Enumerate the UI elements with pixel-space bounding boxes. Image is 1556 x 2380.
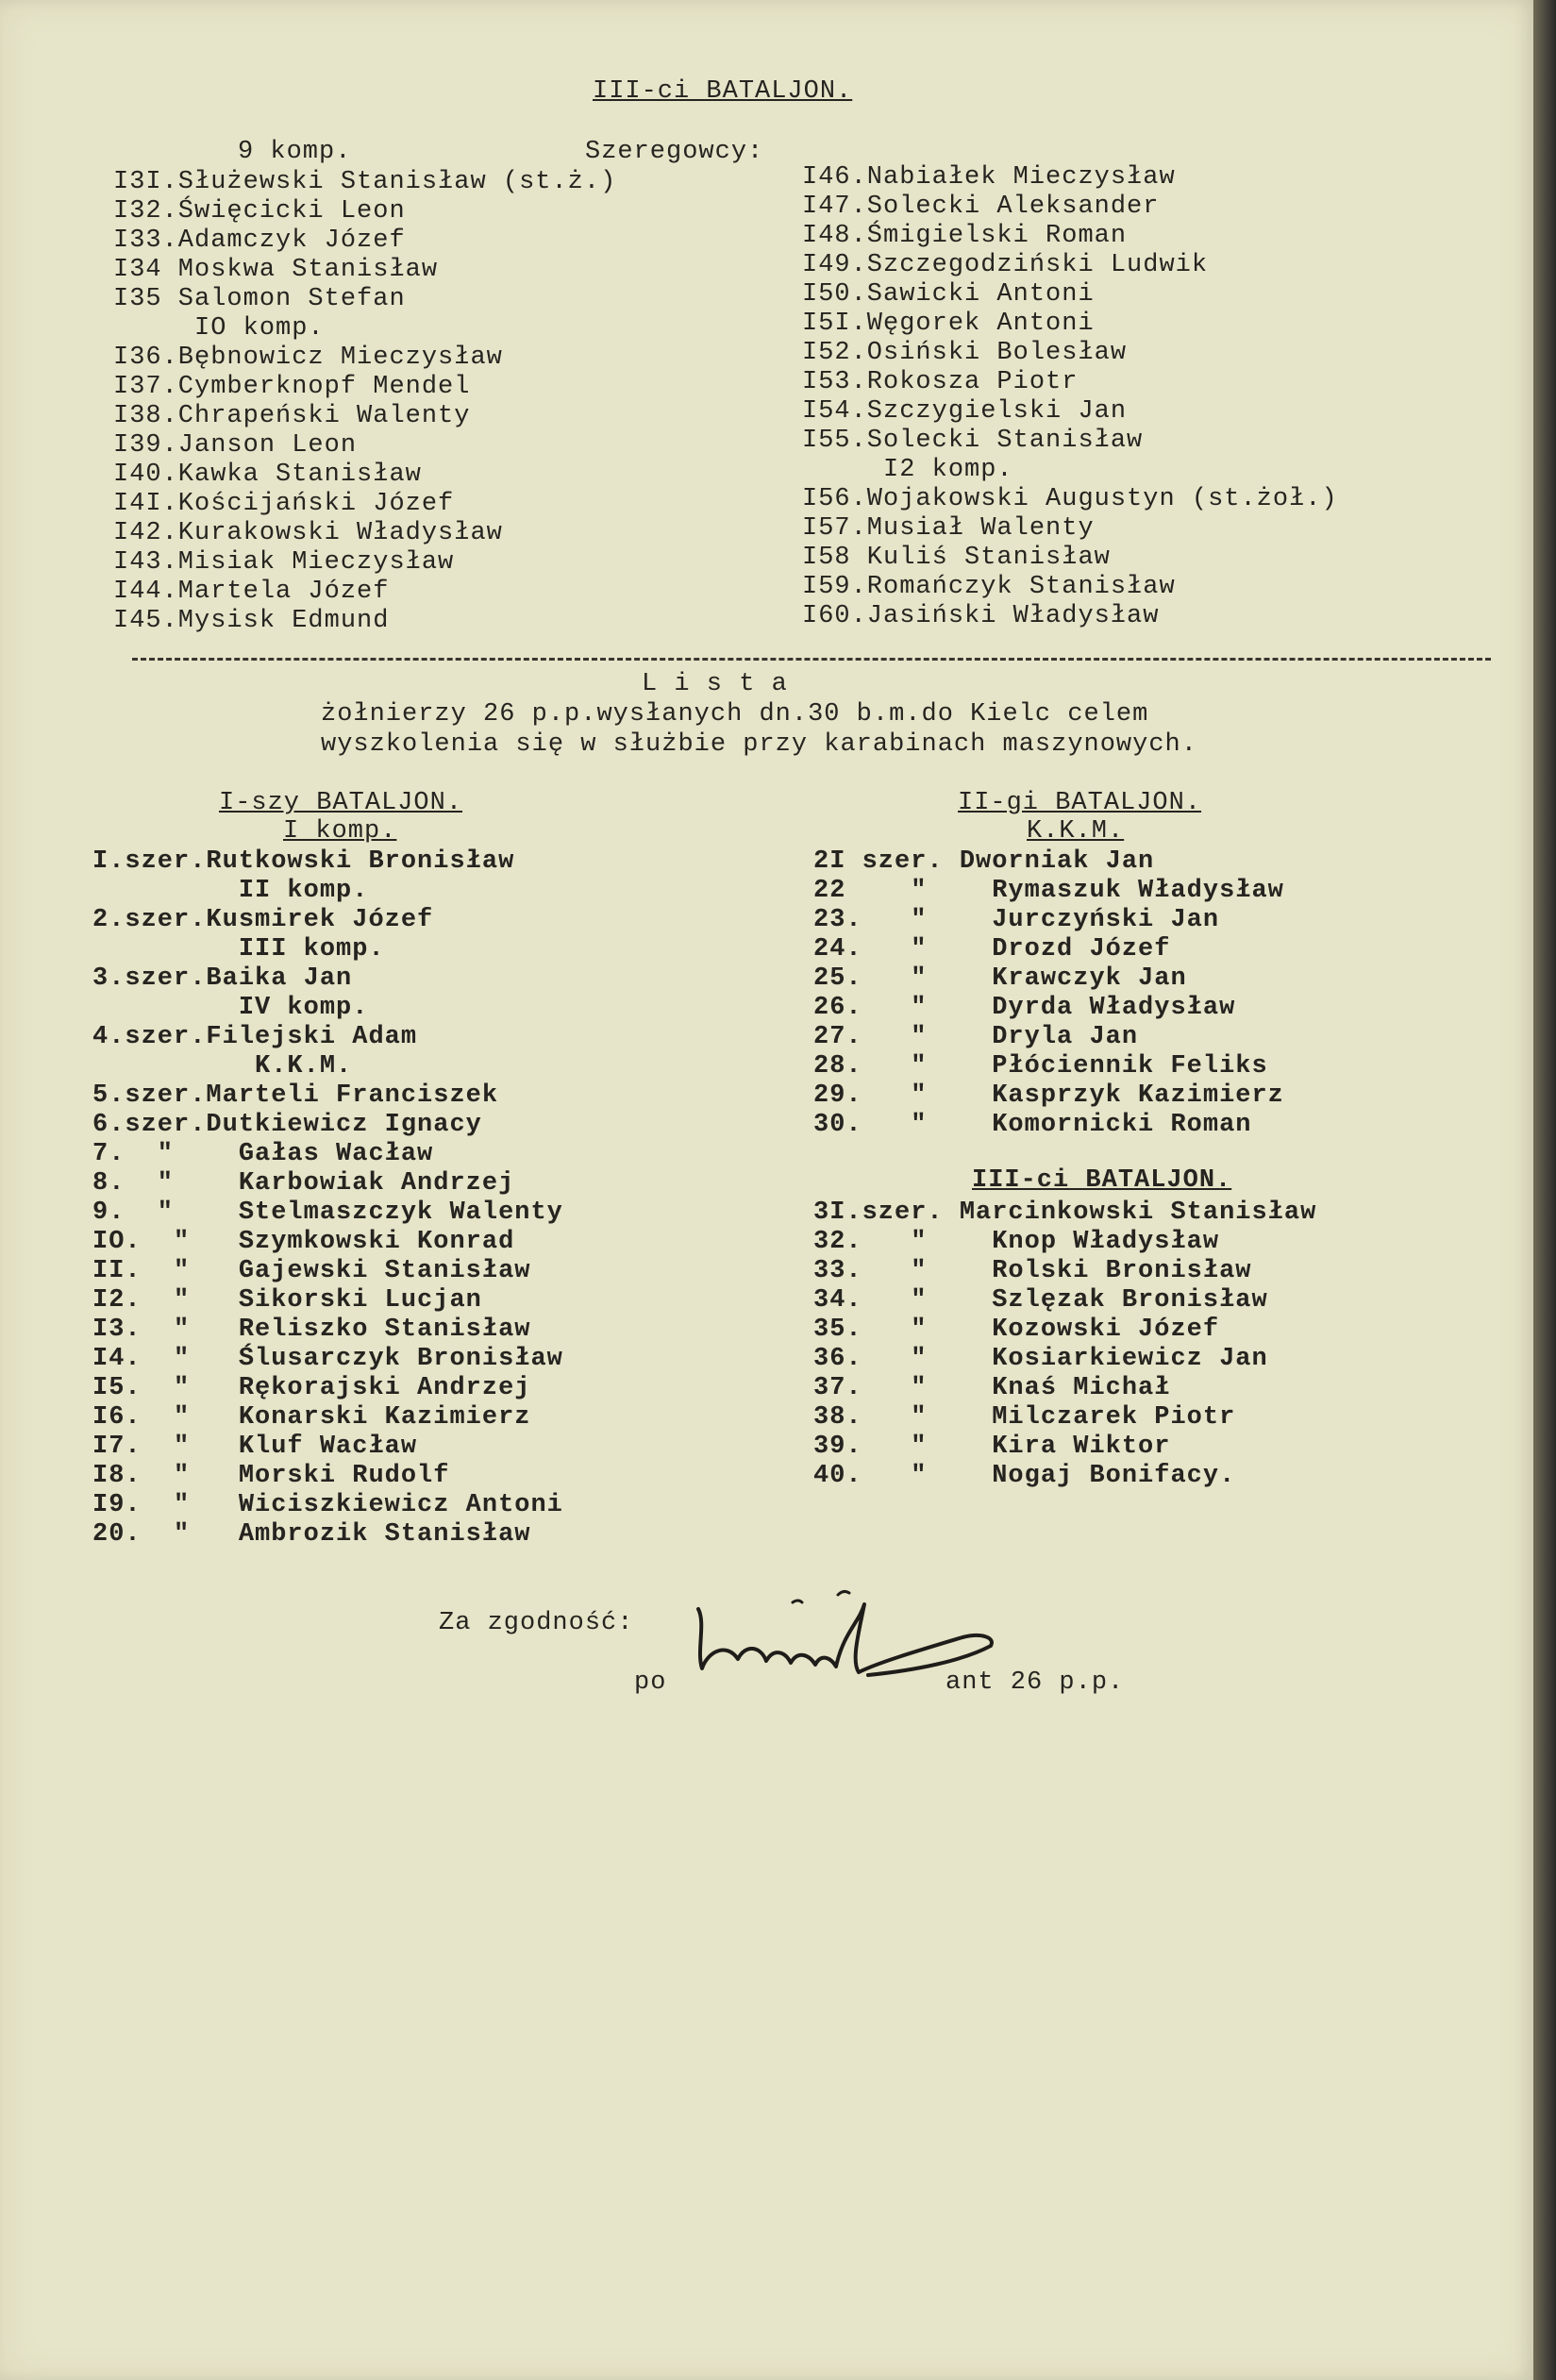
list-item: I58 Kuliś Stanisław [802, 544, 1111, 572]
list-item: 26. " Dyrda Władysław [813, 994, 1236, 1022]
position-prefix: po [634, 1668, 667, 1697]
list-item: 20. " Ambrozik Stanisław [92, 1520, 531, 1549]
list-item: IO komp. [113, 314, 325, 343]
list-item: 27. " Dryla Jan [813, 1023, 1139, 1051]
list-item: 5.szer.Marteli Franciszek [92, 1081, 499, 1110]
list-item: I7. " Kluf Wacław [92, 1433, 418, 1461]
list-item: II komp. [92, 877, 369, 905]
list-item: 8. " Karbowiak Andrzej [92, 1169, 515, 1198]
list-item: IV komp. [92, 994, 369, 1022]
list-item: 39. " Kira Wiktor [813, 1433, 1171, 1461]
list-item: I38.Chrapeński Walenty [113, 402, 471, 430]
battalion-1-heading: I-szy BATALJON. [219, 789, 463, 817]
list-item: I45.Mysisk Edmund [113, 607, 390, 635]
list-item: 4.szer.Filejski Adam [92, 1023, 418, 1051]
battalion-2-heading: II-gi BATALJON. [958, 789, 1202, 817]
list-item: II. " Gajewski Stanisław [92, 1257, 531, 1285]
list-item: I50.Sawicki Antoni [802, 280, 1095, 309]
list-item: 34. " Szlęzak Bronisław [813, 1286, 1268, 1315]
list-item: IO. " Szymkowski Konrad [92, 1228, 515, 1256]
privates-label: Szeregowcy: [585, 138, 764, 166]
list-item: I32.Święcicki Leon [113, 197, 406, 226]
list-item: 7. " Gałas Wacław [92, 1140, 434, 1168]
list-item: 22 " Rymaszuk Władysław [813, 877, 1284, 905]
battalion-3-heading: III-ci BATALJON. [972, 1166, 1232, 1195]
list-item: 23. " Jurczyński Jan [813, 906, 1220, 934]
list-item: I43.Misiak Mieczysław [113, 548, 455, 577]
list-item: I57.Musiał Walenty [802, 514, 1095, 543]
list-item: I55.Solecki Stanisław [802, 427, 1144, 455]
list-item: 29. " Kasprzyk Kazimierz [813, 1081, 1284, 1110]
section-heading-top: III-ci BATALJON. [593, 77, 853, 106]
list-item: 28. " Płóciennik Feliks [813, 1052, 1268, 1081]
list-item: I39.Janson Leon [113, 431, 358, 460]
list-item: I54.Szczygielski Jan [802, 397, 1128, 426]
list-item: I37.Cymberknopf Mendel [113, 373, 471, 401]
list-item: I53.Rokosza Piotr [802, 368, 1079, 396]
list-item: I59.Romańczyk Stanisław [802, 573, 1176, 601]
list-item: 37. " Knaś Michał [813, 1374, 1171, 1402]
list-item: 24. " Drozd Józef [813, 935, 1171, 964]
list-item: I60.Jasiński Władysław [802, 602, 1160, 630]
list-item: III komp. [92, 935, 385, 964]
list-item: I4I.Kościjański Józef [113, 490, 455, 518]
list-item: I48.Śmigielski Roman [802, 222, 1128, 250]
dashed-divider [132, 658, 1491, 661]
list-item: I56.Wojakowski Augustyn (st.żoł.) [802, 485, 1338, 513]
list-subtitle-line2: wyszkolenia się w służbie przy karabinach maszynowych. [321, 730, 1197, 759]
list-item: I2. " Sikorski Lucjan [92, 1286, 482, 1315]
list-item: I52.Osiński Bolesław [802, 339, 1128, 367]
company-label-9: 9 komp. [238, 138, 352, 166]
list-item: I35 Salomon Stefan [113, 285, 406, 313]
list-item: I49.Szczegodziński Ludwik [802, 251, 1209, 279]
list-item: 25. " Krawczyk Jan [813, 964, 1187, 993]
list-item: 30. " Komornicki Roman [813, 1111, 1252, 1139]
list-item: 32. " Knop Władysław [813, 1228, 1220, 1256]
page-edge [1533, 0, 1556, 2380]
list-item: 2I szer. Dworniak Jan [813, 847, 1155, 876]
list-item: I.szer.Rutkowski Bronisław [92, 847, 515, 876]
list-item: I3. " Reliszko Stanisław [92, 1316, 531, 1344]
list-item: I3I.Służewski Stanisław (st.ż.) [113, 168, 617, 196]
battalion-1-company: I komp. [283, 817, 397, 846]
list-item: 3.szer.Baika Jan [92, 964, 353, 993]
list-subtitle-line1: żołnierzy 26 p.p.wysłanych dn.30 b.m.do Kielc celem [321, 700, 1149, 729]
list-item: 2.szer.Kusmirek Józef [92, 906, 434, 934]
list-item: 6.szer.Dutkiewicz Ignacy [92, 1111, 482, 1139]
list-item: I5I.Węgorek Antoni [802, 310, 1095, 338]
list-item: I9. " Wiciszkiewicz Antoni [92, 1491, 563, 1519]
list-item: I36.Bębnowicz Mieczysław [113, 344, 503, 372]
list-item: I42.Kurakowski Władysław [113, 519, 503, 547]
certification-label: Za zgodność: [439, 1609, 634, 1637]
list-item: I6. " Konarski Kazimierz [92, 1403, 531, 1432]
list-item: 33. " Rolski Bronisław [813, 1257, 1252, 1285]
list-item: I47.Solecki Aleksander [802, 193, 1160, 221]
list-item: I5. " Rękorajski Andrzej [92, 1374, 531, 1402]
list-item: I2 komp. [802, 456, 1013, 484]
list-item: 40. " Nogaj Bonifacy. [813, 1462, 1236, 1490]
list-item: 35. " Kozowski Józef [813, 1316, 1220, 1344]
list-item: I8. " Morski Rudolf [92, 1462, 450, 1490]
list-item: K.K.M. [92, 1052, 353, 1081]
list-item: I34 Moskwa Stanisław [113, 256, 439, 284]
list-item: 3I.szer. Marcinkowski Stanisław [813, 1198, 1317, 1227]
position-suffix: ant 26 p.p. [945, 1668, 1125, 1697]
list-item: I44.Martela Józef [113, 578, 390, 606]
list-item: 38. " Milczarek Piotr [813, 1403, 1236, 1432]
list-item: I40.Kawka Stanisław [113, 461, 422, 489]
list-title: L i s t a [642, 670, 788, 698]
list-item: I4. " Ślusarczyk Bronisław [92, 1345, 563, 1373]
list-item: I33.Adamczyk Józef [113, 226, 406, 255]
list-item: I46.Nabiałek Mieczysław [802, 163, 1176, 192]
list-item: 36. " Kosiarkiewicz Jan [813, 1345, 1268, 1373]
battalion-2-company: K.K.M. [1027, 817, 1125, 846]
list-item: 9. " Stelmaszczyk Walenty [92, 1198, 563, 1227]
